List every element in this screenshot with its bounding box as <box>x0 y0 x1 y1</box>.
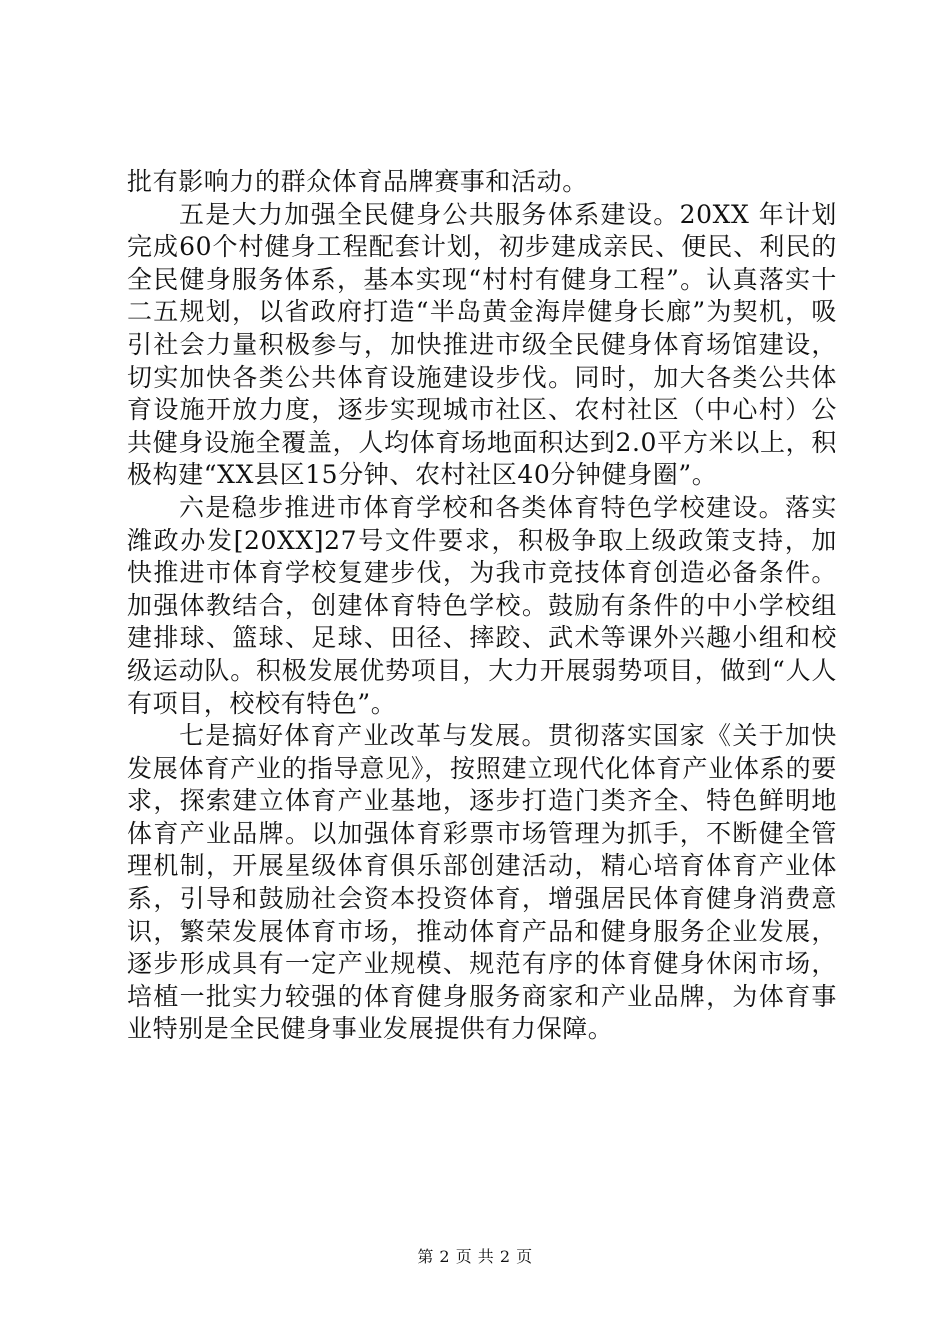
paragraph-item-seven: 七是搞好体育产业改革与发展。贯彻落实国家《关于加快发展体育产业的指导意见》，按照建立现代化体育产业体系的要求，探索建立体育产业基地，逐步打造门类齐全、特色鲜明地体育产业品牌。以加强体育彩票市场管理为抓手，不断健全管理机制，开展星级体育俱乐部创建活动，精心培育体育产业体系，引导和鼓励社会资本投资体育，增强居民体育健身消费意识，繁荣发展体育市场，推动体育产品和健身服务企业发展，逐步形成具有一定产业规模、规范有序的体育健身休闲市场，培植一批实力较强的体育健身服务商家和产业品牌，为体育事业特别是全民健身事业发展提供有力保障。 <box>127 721 837 1044</box>
document-body <box>127 166 837 1046</box>
page-footer: 第 2 页 共 2 页 <box>417 1247 533 1266</box>
paragraph-item-five: 五是大力加强全民健身公共服务体系建设。20XX 年计划完成60个村健身工程配套计划，初步建成亲民、便民、利民的全民健身服务体系，基本实现“村村有健身工程”。认真落实十二五规划，以省政府打造“半岛黄金海岸健身长廊”为契机，吸引社会力量积极参与，加快推进市级全民健身体育场馆建设，切实加快各类公共体育设施建设步伐。同时，加大各类公共体育设施开放力度，逐步实现城市社区、农村社区（中心村）公共健身设施全覆盖，人均体育场地面积达到2.0平方米以上，积极构建“XX县区15分钟、农村社区40分钟健身圈”。 <box>127 199 837 490</box>
paragraph-item-six: 六是稳步推进市体育学校和各类体育特色学校建设。落实潍政办发[20XX]27号文件要求，积极争取上级政策支持，加快推进市体育学校复建步伐，为我市竞技体育创造必备条件。加强体教结合，创建体育特色学校。鼓励有条件的中小学校组建排球、篮球、足球、田径、摔跤、武术等课外兴趣小组和校级运动队。积极发展优势项目，大力开展弱势项目，做到“人人有项目，校校有特色”。 <box>127 492 837 718</box>
paragraph-continuation: 批有影响力的群众体育品牌赛事和活动。 <box>127 167 588 196</box>
